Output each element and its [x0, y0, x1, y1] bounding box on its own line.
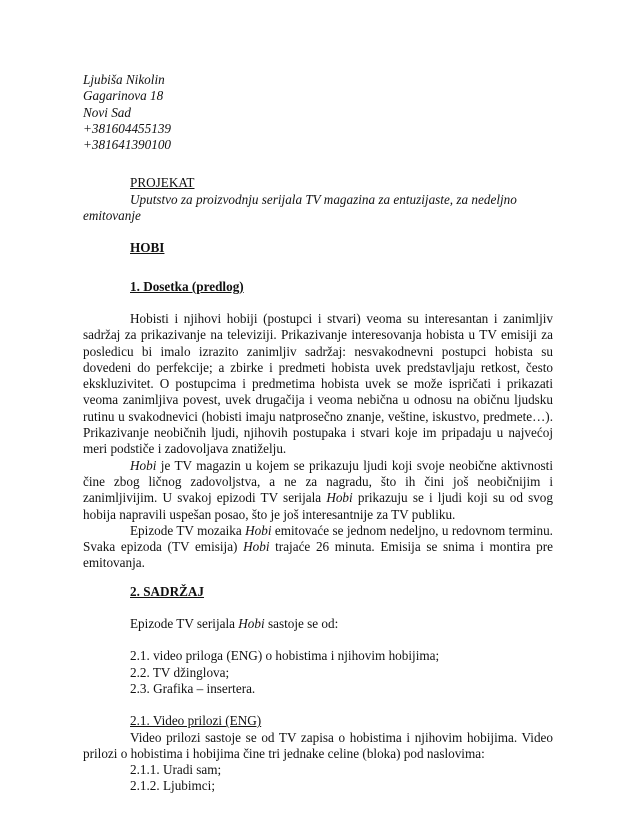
hobi-title-em: Hobi	[243, 539, 270, 555]
list-item: 2.3. Grafika – insertera.	[130, 680, 256, 696]
subsection-2-1-heading: 2.1. Video prilozi (ENG)	[130, 713, 262, 729]
author-phone-1: +381604455139	[83, 120, 172, 136]
author-phone-2: +381641390100	[83, 137, 172, 153]
paragraph-text: emitovaće se jednom nedeljno, u redovnom terminu. Svaka epizoda (TV emisija)	[83, 522, 553, 555]
section-1-paragraph-3	[83, 523, 553, 572]
paragraph-text: Epizode TV serijala	[130, 616, 239, 632]
list-item: 2.2. TV džinglova;	[130, 664, 230, 680]
section-2-heading: 2. SADRŽAJ	[130, 583, 205, 599]
subsection-2-1-paragraph: Video prilozi sastoje se od TV zapisa o hobistima i njihovim hobijima. Video prilozi o hobistima i hobijima čine tri jednake celine (bloka) pod naslovima:	[83, 729, 553, 761]
list-item: 2.1. video priloga (ENG) o hobistima i njihovim hobijima;	[130, 648, 440, 664]
list-item: 2.1.2. Ljubimci;	[130, 778, 215, 794]
author-block	[83, 72, 553, 153]
hobi-title-em: Hobi	[238, 616, 265, 632]
paragraph-text: prikazuju se i ljudi koji su od svog hobija napravili uspešan posao, što je još interesantnije za TV publiku.	[83, 490, 553, 522]
section-1-paragraph-1: Hobisti i njihovi hobiji (postupci i stvari) veoma su interesantan i zanimljiv sadržaj za prikazivanje na televiziji. Prikazivanje interesovanja hobista u TV emisiji za posledicu bi imalo izrazito zanimljiv sadržaj: nesvakodnevni postupci hobista su dovedeni do perfekcije; a zbirke i predmeti hobista uvek predstavljaju retkost, često ekskluzivitet. O postupcima i predmetima hobista uvek se može ispričati i prikazati veoma zanimljiva povest, uvek drugačija i veoma nebična u odnosu na običnu ljudsku rutinu u svakodnevici (hobisti imaju natprosečno znanje, veštine, iskustvo, predmete…). Prikazivanje neobičnih ljudi, njihovih postupaka i stvari koje im pripadaju u najvećoj meri podstiče i zadovoljava znatiželju.	[83, 310, 553, 457]
section-1-paragraph-2	[83, 458, 553, 523]
hobi-title-em: Hobi	[245, 522, 272, 538]
author-city: Novi Sad	[83, 104, 131, 120]
section-2-intro	[83, 616, 553, 632]
paragraph-text: je TV magazin u kojem se prikazuju ljudi koji svoje neobične aktivnosti čine zbog ličnog zadovoljstva, a ne za nagradu, što ih čini još neobičnijim i zanimljivijim. U svakoj epizodi TV serijala	[83, 457, 553, 506]
project-subtitle: Uputstvo za proizvodnju serijala TV magazina za entuzijaste, za nedeljno emitovanje	[83, 191, 517, 224]
content-list	[83, 648, 553, 697]
document-title: HOBI	[130, 240, 165, 256]
paragraph-text: sastoje se od:	[264, 616, 339, 632]
author-street: Gagarinova 18	[83, 88, 164, 104]
project-label: PROJEKAT	[130, 175, 195, 191]
sub-list	[83, 762, 553, 795]
hobi-title-em: Hobi	[130, 457, 157, 473]
paragraph-text: Epizode TV mozaika	[130, 522, 246, 538]
list-item: 2.1.1. Uradi sam;	[130, 762, 222, 778]
document-page	[83, 72, 553, 795]
section-1-heading: 1. Dosetka (predlog)	[130, 278, 244, 294]
paragraph-text: trajaće 26 minuta. Emisija se snima i montira pre emitovanja.	[83, 539, 553, 571]
author-name: Ljubiša Nikolin	[83, 72, 165, 87]
hobi-title-em: Hobi	[326, 490, 353, 506]
